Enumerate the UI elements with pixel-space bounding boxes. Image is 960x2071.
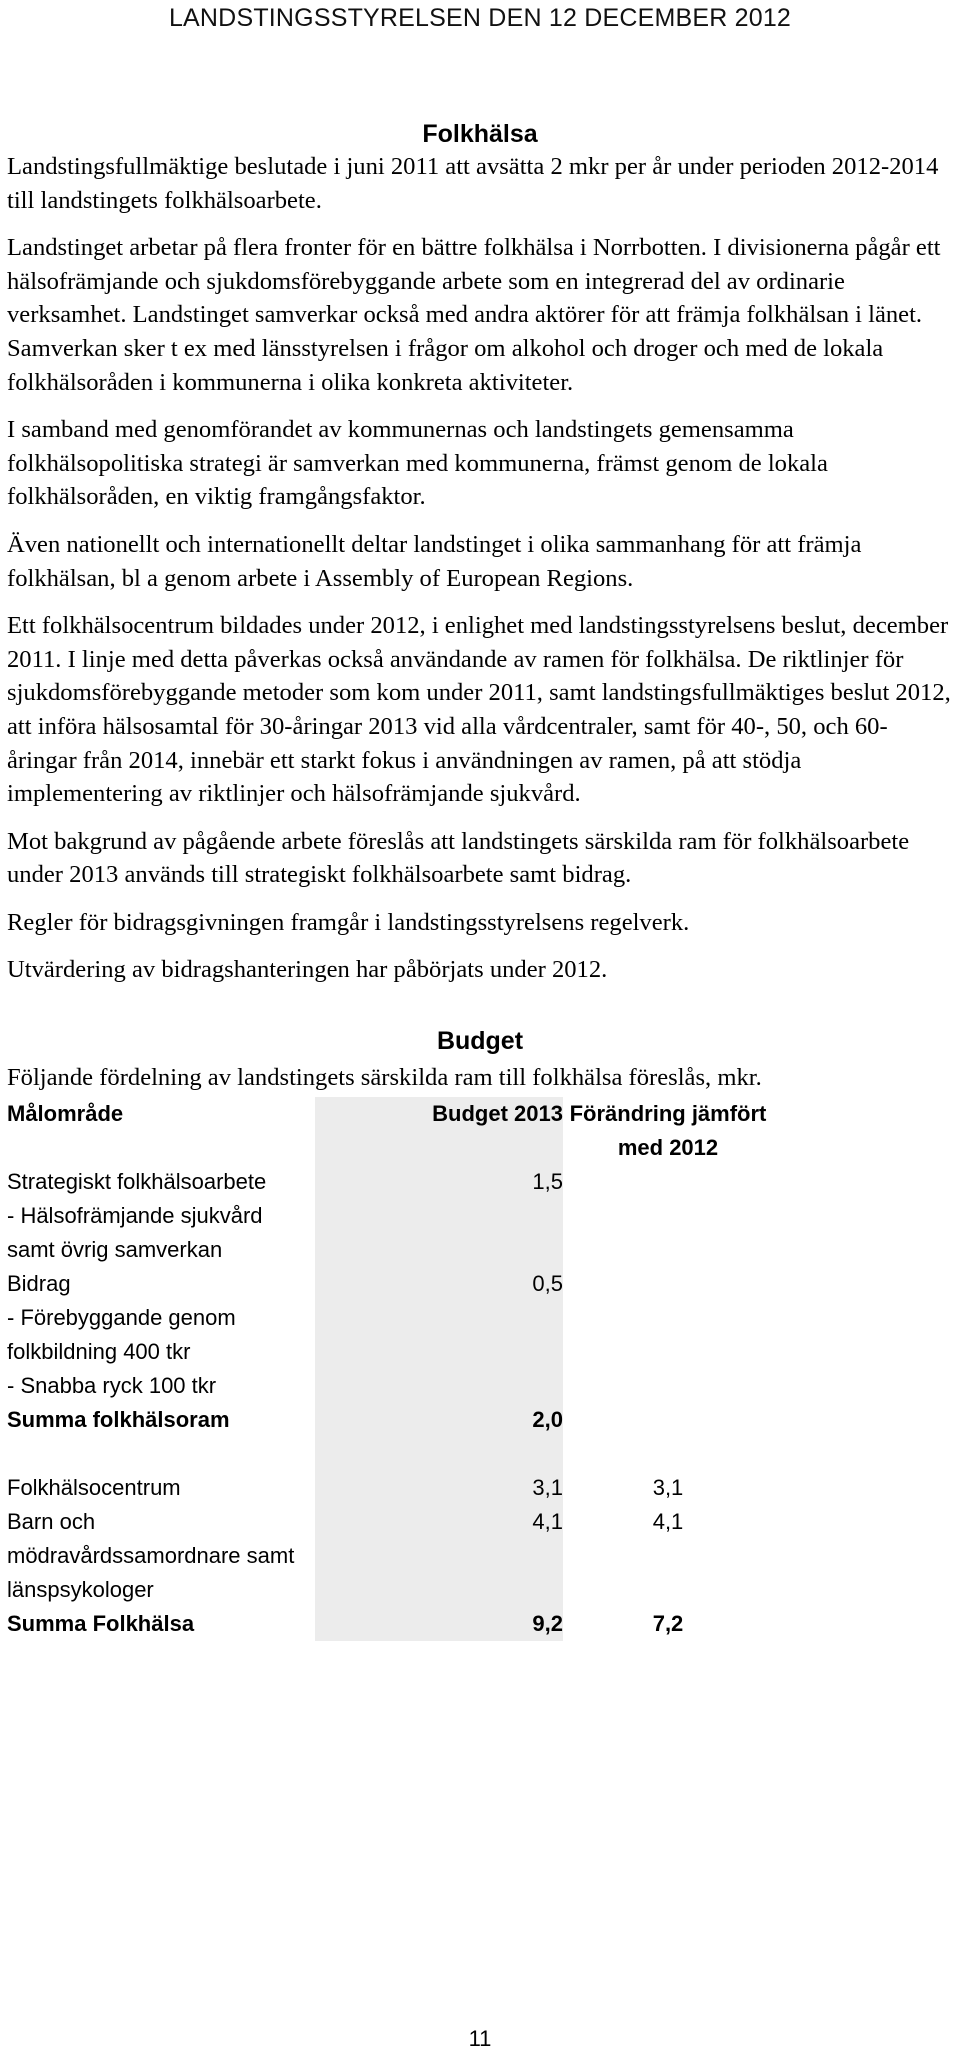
paragraph-7: Regler för bidragsgivningen framgår i landstingsstyrelsens regelverk. xyxy=(7,908,690,936)
table-row xyxy=(7,1199,773,1267)
row-label: Summa folkhälsoram xyxy=(7,1406,230,1432)
paragraph-1: Landstingsfullmäktige beslutade i juni 2011 att avsätta 2 mkr per år under perioden 2012-2014 till landstingets folkhälsoarbete. xyxy=(7,153,939,214)
table-row xyxy=(7,1403,773,1437)
column-header-malomrade: Målområde xyxy=(7,1100,124,1126)
row-budget-2013: 0,5 xyxy=(315,1267,563,1301)
table-spacer-row xyxy=(7,1437,773,1471)
paragraph-6: Mot bakgrund av pågående arbete föreslås att landstingets särskilda ram för folkhälsoarbete under 2013 används till strategiskt folkhälsoarbete samt bidrag. xyxy=(7,827,910,889)
row-label: Folkhälsocentrum xyxy=(7,1474,181,1500)
row-label: - Hälsofrämjande sjukvård samt övrig samverkan xyxy=(7,1202,263,1262)
row-forandring: 7,2 xyxy=(652,1610,684,1636)
paragraph-2: Landstinget arbetar på flera fronter för en bättre folkhälsa i Norrbotten. I divisionerna pågår ett hälsofrämjande och sjukdomsförebyggande arbete som en integrerad del av ordinarie verksamhet. Landstinget samverkar också med andra aktörer för att främja folkhälsan i länet. Samverkan sker t ex med länsstyrelsen i frågor om alkohol och droger och med de lokala folkhälsoråden i kommunerna i olika konkreta aktiviteter. xyxy=(7,234,941,396)
table-row xyxy=(7,1301,773,1369)
row-label: Strategiskt folkhälsoarbete xyxy=(7,1168,267,1194)
row-label: - Förebyggande genom folkbildning 400 tkr xyxy=(7,1304,236,1364)
row-label: Bidrag xyxy=(7,1270,71,1296)
row-budget-2013 xyxy=(315,1199,563,1267)
row-forandring: 3,1 xyxy=(652,1474,684,1500)
row-forandring xyxy=(563,1301,773,1369)
paragraph-3: I samband med genomförandet av kommunernas och landstingets gemensamma folkhälsopolitiska strategi är samverkan med kommunerna, främst genom de lokala folkhälsoråden, en viktig framgångsfaktor. xyxy=(7,416,828,511)
table-row xyxy=(7,1267,773,1301)
row-forandring xyxy=(563,1403,773,1437)
table-row xyxy=(7,1165,773,1199)
page-header: LANDSTINGSSTYRELSEN DEN 12 DECEMBER 2012 xyxy=(168,4,792,32)
row-budget-2013: 9,2 xyxy=(315,1607,563,1641)
table-row xyxy=(7,1505,773,1607)
row-label: - Snabba ryck 100 tkr xyxy=(7,1372,217,1398)
column-header-budget-2013: Budget 2013 xyxy=(315,1097,563,1165)
row-forandring xyxy=(563,1165,773,1199)
budget-table-header xyxy=(7,1097,773,1165)
row-forandring xyxy=(563,1199,773,1267)
row-budget-2013: 4,1 xyxy=(315,1505,563,1607)
table-row xyxy=(7,1471,773,1505)
budget-table-body xyxy=(7,1165,773,1641)
row-budget-2013: 1,5 xyxy=(315,1165,563,1199)
row-forandring xyxy=(563,1369,773,1403)
row-forandring xyxy=(563,1437,773,1471)
row-forandring: 4,1 xyxy=(652,1508,684,1534)
document-body xyxy=(7,118,953,1641)
page-number: 11 xyxy=(468,2026,492,2051)
table-row xyxy=(7,1369,773,1403)
row-budget-2013 xyxy=(315,1301,563,1369)
paragraph-4: Även nationellt och internationellt deltar landstinget i olika sammanhang för att främja folkhälsan, bl a genom arbete i Assembly of European Regions. xyxy=(7,530,862,592)
table-row xyxy=(7,1607,773,1641)
row-label xyxy=(7,1437,315,1471)
row-budget-2013: 3,1 xyxy=(315,1471,563,1505)
budget-intro: Följande fördelning av landstingets särskilda ram till folkhälsa föreslås, mkr. xyxy=(7,1064,762,1092)
paragraph-5: Ett folkhälsocentrum bildades under 2012, i enlighet med landstingsstyrelsens beslut, december 2011. I linje med detta påverkas också användande av ramen för folkhälsa. De riktlinjer för sjukdomsförebyggande metoder som kom under 2011, samt landstingsfullmäktiges beslut 2012, att införa hälsosamtal för 30-åringar 2013 vid alla vårdcentraler, samt för 40-, 50, och 60-åringar från 2014, innebär ett starkt fokus i användningen av ramen, på att stödja implementering av riktlinjer och hälsofrämjande sjukvård. xyxy=(7,612,951,808)
row-forandring xyxy=(563,1267,773,1301)
budget-title: Budget xyxy=(436,1027,524,1056)
row-budget-2013: 2,0 xyxy=(315,1403,563,1437)
section-title: Folkhälsa xyxy=(422,120,538,148)
row-budget-2013 xyxy=(315,1437,563,1471)
paragraph-8: Utvärdering av bidragshanteringen har påbörjats under 2012. xyxy=(7,956,608,984)
column-header-forandring: Förändring jämfört med 2012 xyxy=(569,1100,767,1160)
row-label: Summa Folkhälsa xyxy=(7,1610,195,1636)
row-budget-2013 xyxy=(315,1369,563,1403)
row-label: Barn och mödravårdssamordnare samt länspsykologer xyxy=(7,1508,295,1602)
budget-table xyxy=(7,1097,773,1641)
